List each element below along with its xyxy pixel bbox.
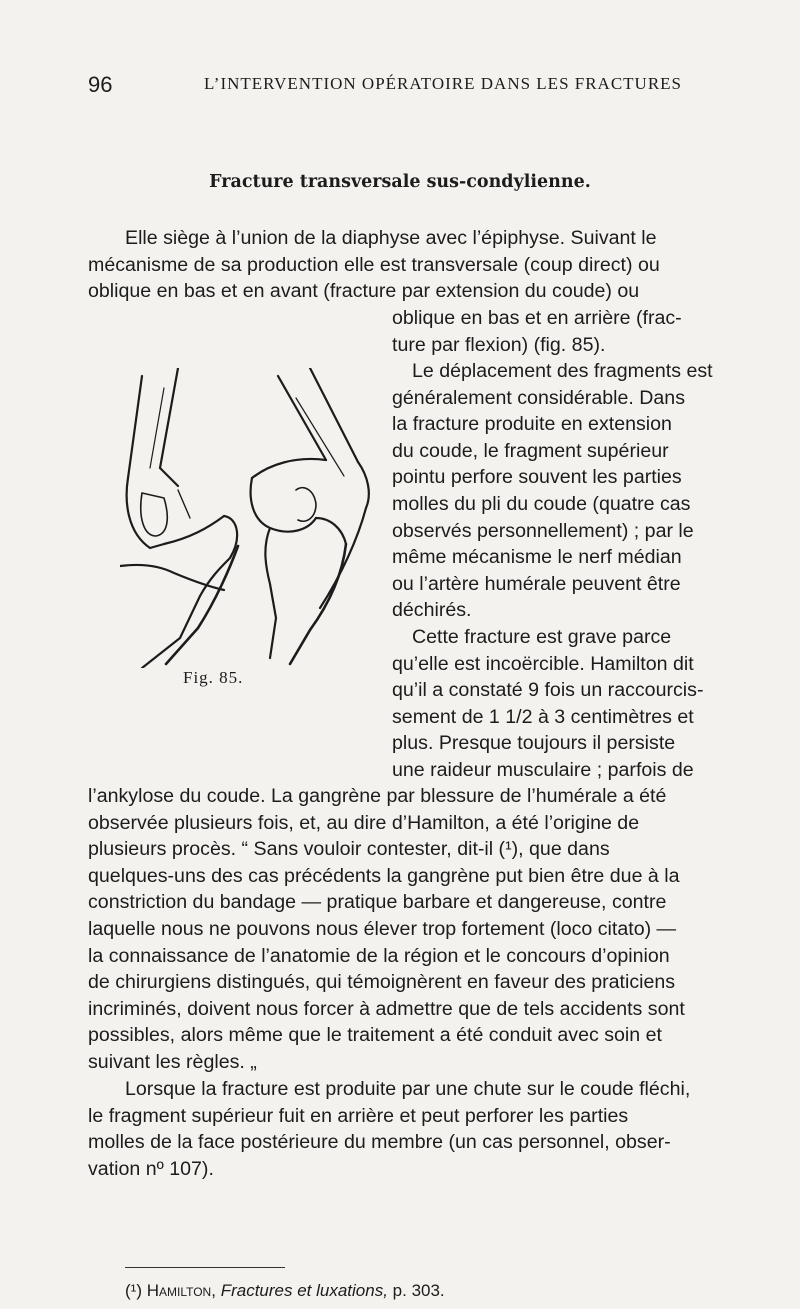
text-line: qu’elle est incoërcible. Hamilton dit	[392, 652, 694, 675]
footnote	[125, 1281, 445, 1301]
page-header	[88, 72, 718, 102]
text-line: du coude, le fragment supérieur	[392, 439, 669, 462]
section-title: Fracture transversale sus-condylienne.	[209, 172, 591, 192]
page-number: 96	[88, 72, 113, 97]
text-line: qu’il a constaté 9 fois un raccourcis-	[392, 679, 704, 702]
text-line: plus. Presque toujours il persiste	[392, 732, 676, 755]
text-line: suivant les règles. „	[88, 1050, 257, 1073]
text-line: déchirés.	[392, 599, 472, 622]
text-line: le fragment supérieur fuit en arrière et peut perforer les parties	[88, 1104, 629, 1127]
paragraph-3-full	[88, 783, 720, 1076]
text-line: Elle siège à l’union de la diaphyse avec l’épiphyse. Suivant le	[125, 227, 657, 249]
text-line: Le déplacement des fragments est	[412, 360, 713, 382]
text-line: vation nº 107).	[88, 1157, 214, 1180]
text-line: une raideur musculaire ; parfois de	[392, 758, 694, 781]
text-line: l’ankylose du coude. La gangrène par blessure de l’humérale a été	[88, 785, 667, 807]
text-line: quelques-uns des cas précédents la gangrène put bien être due à la	[88, 864, 680, 887]
text-line: oblique en bas et en avant (fracture par extension du coude) ou	[88, 280, 640, 303]
running-title: L’INTERVENTION OPÉRATOIRE DANS LES FRACTURES	[203, 74, 683, 93]
text-line: ture par flexion) (fig. 85).	[392, 333, 606, 356]
text-line: Cette fracture est grave parce	[412, 626, 672, 648]
paragraph-2-wrap	[392, 358, 720, 624]
text-line: constriction du bandage — pratique barbare et dangereuse, contre	[88, 891, 667, 914]
right-elbow-drawing	[251, 368, 369, 664]
text-line: ou l’artère humérale peuvent être	[392, 572, 681, 595]
text-line: de chirurgiens distingués, qui témoignèrent en faveur des praticiens	[88, 971, 676, 994]
text-line: molles du pli du coude (quatre cas	[392, 492, 691, 515]
left-elbow-drawing	[120, 368, 238, 668]
paragraph-1-wrap	[392, 305, 720, 358]
text-line: observés personnellement) ; par le	[392, 519, 694, 542]
text-line: pointu perfore souvent les parties	[392, 466, 682, 489]
text-line: possibles, alors même que le traitement a été conduit avec soin et	[88, 1024, 662, 1047]
text-line: la fracture produite en extension	[392, 413, 672, 436]
footnote-author: Hamilton,	[146, 1281, 216, 1300]
footnote-divider	[125, 1267, 285, 1268]
text-line: sement de 1 1/2 à 3 centimètres et	[392, 705, 694, 728]
text-line: laquelle nous ne pouvons nous élever trop fortement (loco citato) —	[88, 917, 677, 940]
text-line: même mécanisme le nerf médian	[392, 546, 682, 569]
text-line: incriminés, doivent nous forcer à admettre que de tels accidents sont	[88, 997, 685, 1020]
figure-caption: Fig. 85.	[183, 668, 244, 687]
figure-85-illustration	[120, 368, 380, 668]
text-line: mécanisme de sa production elle est transversale (coup direct) ou	[88, 253, 660, 276]
paragraph-1-full	[88, 225, 720, 305]
footnote-title: Fractures et luxations,	[220, 1281, 388, 1300]
footnote-page: p. 303.	[392, 1281, 445, 1300]
text-line: plusieurs procès. “ Sans vouloir contester, dit-il (¹), que dans	[88, 838, 610, 861]
text-line: généralement considérable. Dans	[392, 386, 685, 409]
text-line: la connaissance de l’anatomie de la région et le concours d’opinion	[88, 944, 670, 967]
text-line: observée plusieurs fois, et, au dire d’Hamilton, a été l’origine de	[88, 811, 640, 834]
text-line: molles de la face postérieure du membre (un cas personnel, obser-	[88, 1131, 671, 1154]
footnote-marker: (¹)	[125, 1281, 142, 1300]
text-line: Lorsque la fracture est produite par une chute sur le coude fléchi,	[125, 1078, 691, 1100]
paragraph-4	[88, 1076, 720, 1182]
paragraph-3-wrap	[392, 624, 720, 784]
text-line: oblique en bas et en arrière (frac-	[392, 307, 682, 329]
